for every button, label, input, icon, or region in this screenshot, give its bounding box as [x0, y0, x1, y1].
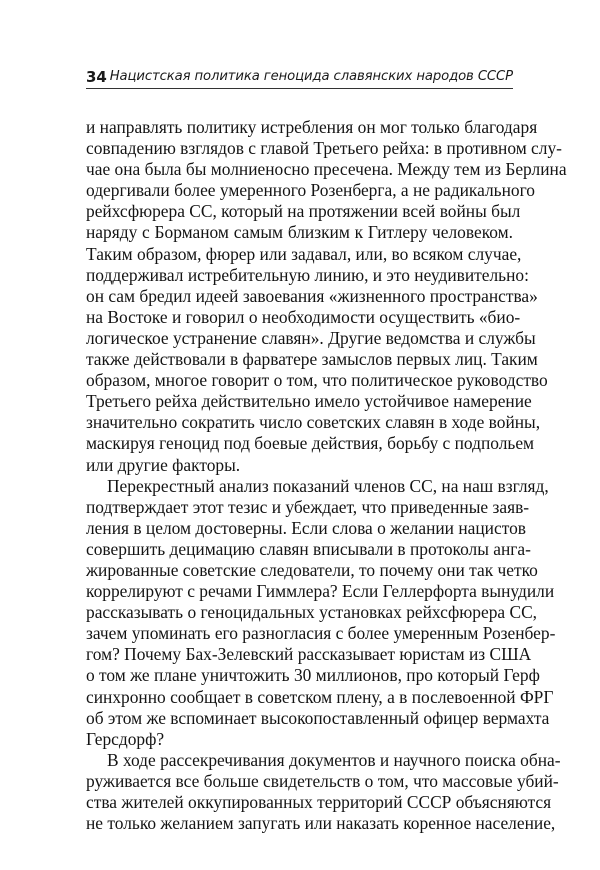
text-line: гом? Почему Бах-Зелевский рассказывает юристам из США — [86, 644, 532, 665]
text-line: совпадению взглядов с главой Третьего рейха: в противном слу- — [86, 138, 562, 159]
text-line: совершить децимацию славян вписывали в протоколы анга- — [86, 538, 531, 559]
text-line: чае она была бы молниеносно пресечена. Между тем из Берлина — [86, 159, 567, 180]
text-line: наряду с Борманом самым близким к Гитлеру человеком. — [86, 222, 513, 243]
text-line: о том же плане уничтожить 30 миллионов, про который Герф — [86, 665, 540, 686]
paragraph-2 — [86, 475, 556, 750]
text-line: об этом же вспоминает высокопоставленный офицер вермахта — [86, 707, 550, 728]
text-line: логическое устранение славян». Другие ведомства и службы — [86, 327, 536, 348]
running-header — [86, 66, 513, 89]
text-line: маскируя геноцид под боевые действия, борьбу с подпольем — [86, 433, 535, 454]
text-line: руживается все больше свидетельств о том, что массовые убий- — [86, 770, 559, 791]
text-line: он сам бредил идеей завоевания «жизненного пространства» — [86, 285, 538, 306]
text-line: поддерживал истребительную линию, и это неудивительно: — [86, 264, 529, 285]
text-line: образом, многое говорит о том, что политическое руководство — [86, 370, 548, 391]
text-line: на Востоке и говорил о необходимости осуществить «био- — [86, 306, 521, 327]
text-line: Перекрестный анализ показаний членов СС, на наш взгляд, — [107, 475, 549, 496]
text-line: Таким образом, фюрер или задавал, или, во всяком случае, — [86, 243, 522, 264]
text-line: жированные советские следователи, то почему они так четко — [86, 559, 538, 580]
text-line: подтверждает этот тезис и убеждает, что приведенные заяв- — [86, 496, 530, 517]
text-line: рассказывать о геноцидальных установках рейхсфюрера СС, — [86, 602, 538, 623]
text-line: ления в целом достоверны. Если слова о желании нацистов — [86, 517, 526, 538]
text-line: рейхсфюрера СС, который на протяжении всей войны был — [86, 201, 521, 222]
text-line: не только желанием запугать или наказать коренное население, — [86, 813, 556, 834]
text-line: ства жителей оккупированных территорий СССР объясняются — [86, 792, 552, 812]
running-title: Нацистская политика геноцида славянских народов СССР — [109, 69, 513, 84]
text-line: одергивали более умеренного Розенберга, а не радикального — [86, 180, 535, 201]
text-line: синхронно сообщает в советском плену, а в послевоенной ФРГ — [86, 686, 554, 707]
text-line: и направлять политику истребления он мог только благодаря — [86, 117, 538, 137]
text-line: также действовали в фарватере замыслов первых лиц. Таким — [86, 349, 538, 370]
body-text — [86, 117, 567, 834]
text-line: значительно сократить число советских славян в ходе войны, — [86, 412, 541, 433]
page-number: 34 — [86, 68, 107, 86]
text-line: В ходе рассекречивания документов и научного поиска обна- — [107, 749, 561, 770]
paragraph-3 — [86, 749, 561, 834]
text-line: коррелируют с речами Гиммлера? Если Геллерфорта вынудили — [86, 581, 555, 602]
text-line: Третьего рейха действительно имело устойчивое намерение — [86, 391, 532, 412]
text-line: зачем упоминать его разногласия с более умеренным Розенбер- — [86, 623, 556, 644]
text-line: Герсдорф? — [86, 728, 165, 749]
paragraph-1 — [86, 117, 567, 476]
text-line: или другие факторы. — [86, 454, 241, 475]
